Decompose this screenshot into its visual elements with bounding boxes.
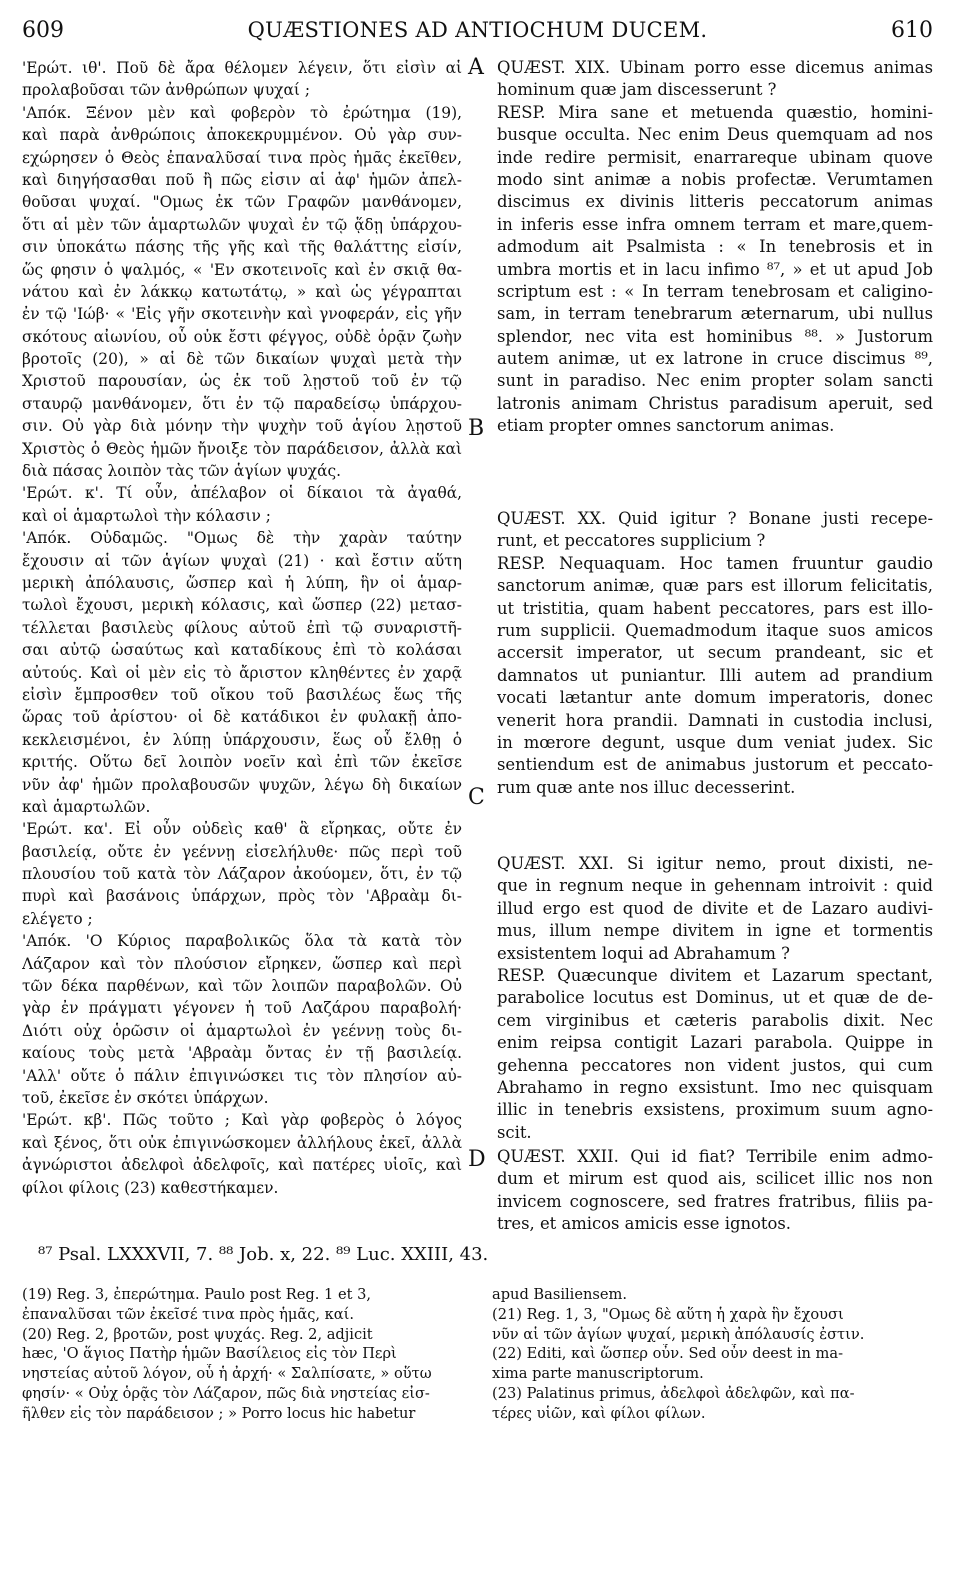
greek-line: καὶ ἁμαρτωλῶν. [22,797,151,816]
latin-line: Abrahamo in regno exsistunt. Imo nec quisquam [497,1077,933,1097]
greek-line: κεκλεισμένοι, ἐν λύπῃ ὑπάρχουσιν, ἕως οὗ ἔλθῃ ὁ [22,730,462,749]
footnote-line: (20) Reg. 2, βροτῶν, post ψυχάς. Reg. 2, adjicit [22,1325,373,1343]
greek-line: σαι αὐτῷ ὡσαύτως καὶ καταδίκους ἐπὶ τὸ κολάσαι [22,641,462,660]
greek-text-column [22,57,462,1199]
latin-line: scriptum est : « In terram tenebrosam et caligino- [497,281,933,301]
latin-line: rum quæ ante nos illuc decesserint. [497,777,796,797]
greek-line: βροτοῖς (20), » αἱ δὲ τῶν δικαίων ψυχαὶ μετὰ τὴν [22,350,462,369]
greek-line: Χριστὸς ὁ Θεὸς ἡμῶν ἤνοιξε τὸν παράδεισον, ἀλλὰ καὶ [22,439,462,458]
latin-line: damnatos ut puniantur. Illi autem ad prandium [497,665,933,685]
latin-line: QUÆST. XIX. Ubinam porro esse dicemus animas [497,58,933,77]
greek-line: κριτής. Οὕτω δεῖ λοιπὸν νοεῖν καὶ ἐπὶ τῶν ἐκεῖσε [22,753,462,772]
margin-letter-b: B [468,416,485,441]
page-number-right: 610 [891,18,933,43]
latin-question-20 [497,508,933,799]
greek-line: σταυρῷ μανθάνομεν, ὅτι ἐν τῷ παραδείσῳ ὑπάρχου- [22,394,462,413]
footnote-line: (21) Reg. 1, 3, "Ομως δὲ αὕτη ἡ χαρὰ ἣν ἔχουσι [492,1305,844,1323]
latin-question-21 [497,853,933,1144]
latin-line: scit. [497,1122,532,1142]
greek-line: τῶν δέκα παρθένων, καὶ τῶν λοιπῶν παραβολῶν. Οὐ [22,977,462,996]
greek-line: ἀγνώριστοι ἀδελφοὶ ἀδελφοῖς, καὶ πατέρες υἱοῖς, καὶ [22,1156,462,1175]
footnotes-right-column [492,1285,932,1424]
latin-line: inde redire permisit, enarrareque ubinam quove [497,147,933,167]
latin-line: illic in tenebris exsistens, proximum suum agno- [497,1100,933,1120]
greek-line: πλουσίου τοῦ κατὰ τὸν Λάζαρον ἀκούομεν, ὅτι, ἐν τῷ [22,865,462,884]
latin-line: hominum quæ jam discesserunt ? [497,80,777,100]
greek-line: Χριστοῦ παρουσίαν, ὡς ἐκ τοῦ λῃστοῦ τοῦ ἐν τῷ [22,372,462,391]
latin-question-22 [497,1146,933,1236]
greek-line: σκότους αἰωνίου, οὗ οὐκ ἔστι φέγγος, οὐδὲ ὁρᾷν ζωὴν [22,327,462,346]
latin-line: etiam propter omnes sanctorum animas. [497,416,835,436]
latin-line: runt, et peccatores supplicium ? [497,531,766,551]
greek-line: 'Απόκ. Ξένον μὲν καὶ φοβερὸν τὸ ἐρώτημα (19), [22,103,462,122]
greek-line: βασιλείᾳ, οὔτε ἐν γεέννῃ εἰσελήλυθε· πῶς περὶ τοῦ [22,842,462,861]
running-title: QUÆSTIONES AD ANTIOCHUM DUCEM. [247,18,708,42]
margin-letter-a: A [468,55,484,80]
greek-line: ὥρας τοῦ ἀρίστου· οἱ δὲ κατάδικοι ἐν φυλακῇ ἀπο- [22,708,462,727]
latin-line: in mœrore degunt, usque dum veniat judex. Sic [497,732,933,752]
greek-line: σιν ὑποκάτω πάσης τῆς γῆς καὶ τῆς θαλάττης εἰσίν, [22,238,462,257]
latin-line: ut tristitia, quam habent peccatores, pars est illo- [497,598,933,618]
greek-line: καὶ διηγήσασθαι ποῦ ἢ πῶς εἰσιν αἱ ἀφ' ἡμῶν ἀπελ- [22,170,462,189]
latin-line: exsistentem loqui ad Abrahamum ? [497,943,790,963]
latin-line: latronis animam Christus paradisum aperuit, sed [497,393,933,413]
greek-line: 'Απόκ. Οὐδαμῶς. "Ομως δὲ τὴν χαρὰν ταύτην [22,529,462,548]
greek-line: σιν. Οὐ γὰρ διὰ μόνην τὴν ψυχὴν τοῦ ἁγίου λῃστοῦ [22,417,462,436]
latin-line: in inferis esse infra omnem terram et mare,quem- [497,214,933,234]
page-number-left: 609 [22,18,64,43]
latin-line: QUÆST. XX. Quid igitur ? Bonane justi recepe- [497,509,933,528]
footnote-line: hæc, 'Ο ἅγιος Πατὴρ ἡμῶν Βασίλειος εἰς τὸν Περὶ [22,1345,397,1363]
greek-line: ἔχουσιν αἱ τῶν ἁγίων ψυχαὶ (21) · καὶ ἔστιν αὕτη [22,551,462,570]
latin-line: QUÆST. XXI. Si igitur nemo, prout dixisti, ne- [497,854,933,873]
greek-line: αὐτούς. Καὶ οἱ μὲν εἰς τὸ ἄριστον κληθέντες ἐν χαρᾷ [22,663,462,682]
footnote-line: τέρες υἱῶν, καὶ φίλοι φίλων. [492,1404,706,1422]
greek-line: 'Ερώτ. κ'. Τί οὖν, ἀπέλαβον οἱ δίκαιοι τὰ ἀγαθά, [22,484,462,503]
latin-line: sanctorum animæ, quæ pars est illorum felicitatis, [497,576,933,596]
greek-line: καὶ ξένος, ὅτι οὐκ ἐπιγινώσκομεν ἀλλήλους ἐκεῖ, ἀλλὰ [22,1133,462,1152]
greek-line: πυρὶ καὶ βασάνοις ὑπάρχων, πρὸς τὸν 'Αβραὰμ δι- [22,887,462,906]
greek-line: μερικὴ ἀπόλαυσις, ὥσπερ καὶ ἡ λύπη, ἣν οἱ ἁμαρ- [22,573,462,592]
greek-line: θοῦσαι ψυχαί. "Ομως ἐκ τῶν Γραφῶν μανθάνομεν, [22,193,462,212]
greek-line: ἐν τῷ 'Ιώβ· « 'Εἰς γῆν σκοτεινὴν καὶ γνοφεράν, εἰς γῆν [22,305,462,324]
greek-line: γὰρ ἐν πράγματι γέγονεν ἡ τοῦ Λαζάρου παραβολή· [22,999,462,1018]
latin-line: RESP. Nequaquam. Hoc tamen fruuntur gaudio [497,553,933,573]
greek-line: εχώρησεν ὁ Θεὸς ἐπαναλῦσαί τινα πρὸς ἡμᾶς ἐκεῖθεν, [22,148,462,167]
latin-line: sentiendum est de animabus justorum et peccato- [497,755,933,775]
latin-line: illud ergo est quod de divite et de Lazaro audivi- [497,898,933,918]
greek-line: ὅτι αἱ μὲν τῶν ἁμαρτωλῶν ψυχαὶ ἐν τῷ ᾅδῃ ὑπάρχου- [22,215,462,234]
footnote-line: ῆλθεν εἰς τὸν παράδεισον ; » Porro locus hic habetur [22,1404,416,1422]
latin-line: invicem cognoscere, sed fratres fratribus, filiis pa- [497,1191,933,1211]
footnote-line: (22) Editi, καὶ ὥσπερ οὖν. Sed οὖν deest in ma- [492,1345,844,1363]
footnote-line: φησίν· « Οὐχ ὁρᾷς τὸν Λάζαρον, πῶς διὰ νηστείας εἰσ- [22,1384,430,1402]
latin-line: admodum ait Psalmista : « In tenebrosis et in [497,237,933,257]
latin-line: splendor, nec vita est hominibus ⁸⁸. » Justorum [497,326,933,346]
footnote-line: νηστείας αὐτοῦ λόγον, οὗ ἡ ἀρχή· « Σαλπίσατε, » οὕτω [22,1365,432,1383]
latin-line: venerit hora prandii. Damnati in custodia inclusi, [497,710,933,730]
greek-line: διὰ πάσας λοιπὸν τὰς τῶν ἁγίων ψυχάς. [22,462,342,481]
footnote-line: (19) Reg. 3, ἐπερώτημα. Paulo post Reg. 1 et 3, [22,1286,372,1303]
greek-line: καὶ παρὰ ἀνθρώποις ἀποκεκρυμμένον. Οὐ γὰρ συν- [22,126,462,145]
latin-line: gehenna peccatores non vident justos, qui cum [497,1055,933,1075]
latin-question-19 [497,57,933,438]
page-header [22,18,933,48]
margin-letter-c: C [468,785,485,810]
greek-line: ὥς φησιν ὁ ψαλμός, « 'Εν σκοτεινοῖς καὶ ἐν σκιᾷ θα- [22,260,462,279]
greek-line: εἰσὶν ἔμπροσθεν τοῦ οἴκου τοῦ βασιλέως ἕως τῆς [22,685,462,704]
latin-line: rum supplicii. Quemadmodum itaque suos amicos [497,620,933,640]
greek-line: τέλλεται βασιλεὺς φίλους αὐτοῦ ἐπὶ τῷ συναριστῆ- [22,618,462,637]
latin-line: dum et mirum est quod ais, scilicet illic nos non [497,1169,933,1189]
greek-line: Λάζαρον καὶ τὸν πλούσιον εἴρηκεν, ὥσπερ καὶ περὶ [22,954,462,973]
greek-line: 'Ερώτ. ιθ'. Ποῦ δὲ ἄρα θέλομεν λέγειν, ὅτι εἰσὶν αἱ [22,59,462,77]
latin-line: vocati lætantur ante domum imperatoris, donec [497,688,933,708]
greek-line: προλαβοῦσαι τῶν ἀνθρώπων ψυχαί ; [22,81,311,100]
greek-line: ελέγετο ; [22,909,93,928]
latin-line: sam, in terram tenebrarum æternarum, ubi nullus [497,304,933,324]
latin-line: busque occulta. Nec enim Deus quemquam ad nos [497,125,933,145]
greek-line: νάτου καὶ ἐν λάκκῳ κατωτάτῳ, » καὶ ὡς γέγραπται [22,282,462,301]
latin-line: enim reipsa contigit Lazari parabola. Quippe in [497,1033,933,1053]
latin-line: sunt in paradiso. Nec enim propter solam sancti [497,371,933,391]
greek-line: καίους τοὺς μετὰ 'Αβραὰμ ὄντας ἐν τῇ βασιλείᾳ. [22,1044,462,1063]
greek-line: τωλοὶ ἔχουσι, μερικὴ κόλασις, καὶ ὥσπερ (22) μετασ- [22,596,462,615]
footnote-line: νῦν αἱ τῶν ἁγίων ψυχαί, μερικὴ ἀπόλαυσίς ἐστιν. [492,1325,865,1343]
latin-line: tres, et amicos amicis esse ignotos. [497,1214,791,1234]
footnote-line: (23) Palatinus primus, ἀδελφοὶ ἀδελφῶν, καὶ πα- [492,1384,855,1402]
greek-line: νῦν ἀφ' ἡμῶν προλαβουσῶν ψυχῶν, λέγω δὴ δικαίων [22,775,462,794]
latin-line: parabolice locutus est Dominus, ut et quæ de de- [497,988,933,1008]
greek-line: 'Ερώτ. κα'. Εἰ οὖν οὐδεὶς καθ' ἃ εἴρηκας, οὔτε ἐν [22,820,462,839]
greek-line: φίλοι φίλοις (23) καθεστήκαμεν. [22,1178,279,1197]
latin-line: RESP. Mira sane et metuenda quæstio, homini- [497,102,933,122]
latin-line: discimus ex divinis litteris peccatorum animas [497,192,933,212]
greek-line: καὶ οἱ ἁμαρτωλοὶ τὴν κόλασιν ; [22,506,271,525]
latin-line: umbra mortis et in lacu infimo ⁸⁷, » et ut apud Job [497,259,933,279]
latin-line: accersit imperator, ut secum prandeant, sic et [497,643,933,663]
greek-line: 'Ερώτ. κβ'. Πῶς τοῦτο ; Καὶ γὰρ φοβερὸς ὁ λόγος [22,1111,462,1130]
footnote-line: apud Basiliensem. [492,1286,627,1303]
latin-line: que in regnum neque in gehennam introivit : quid [497,876,933,896]
latin-line: autem animæ, ut ex latrone in cruce discimus ⁸⁹, [497,349,933,369]
greek-line: 'Απόκ. 'Ο Κύριος παραβολικῶς ὅλα τὰ κατὰ τὸν [22,932,462,951]
latin-line: mus, illum nempe divitem in igne et tormentis [497,921,933,941]
greek-line: Διότι οὐχ ὁρῶσιν οἱ ἁμαρτωλοὶ ἐν γεέννῃ τοὺς δι- [22,1021,462,1040]
latin-line: RESP. Quæcunque divitem et Lazarum spectant, [497,965,933,985]
margin-letter-d: D [468,1147,486,1172]
footnote-line: xima parte manuscriptorum. [492,1365,704,1383]
greek-line: τοῦ, ἐκεῖσε ἐν σκότει ὑπάρχων. [22,1088,269,1107]
footnote-line: ἐπαναλῦσαι τῶν ἐκεῖσέ τινα πρὸς ἡμᾶς, καί. [22,1305,354,1323]
latin-line: modo sint animæ a nobis profectæ. Verumtamen [497,169,933,189]
latin-line: QUÆST. XXII. Qui id fiat? Terribile enim admo- [497,1147,933,1166]
latin-line: cem virginibus et cæteris parabolis dixit. Nec [497,1010,933,1030]
footnotes-left-column [22,1285,470,1424]
scripture-references: ⁸⁷ Psal. LXXXVII, 7. ⁸⁸ Job. x, 22. ⁸⁹ Luc. XXIII, 43. [38,1244,489,1265]
greek-line: 'Αλλ' οὔτε ὁ πάλιν ἐπιγινώσκει τις τὸν πλησίον αὐ- [22,1066,462,1085]
